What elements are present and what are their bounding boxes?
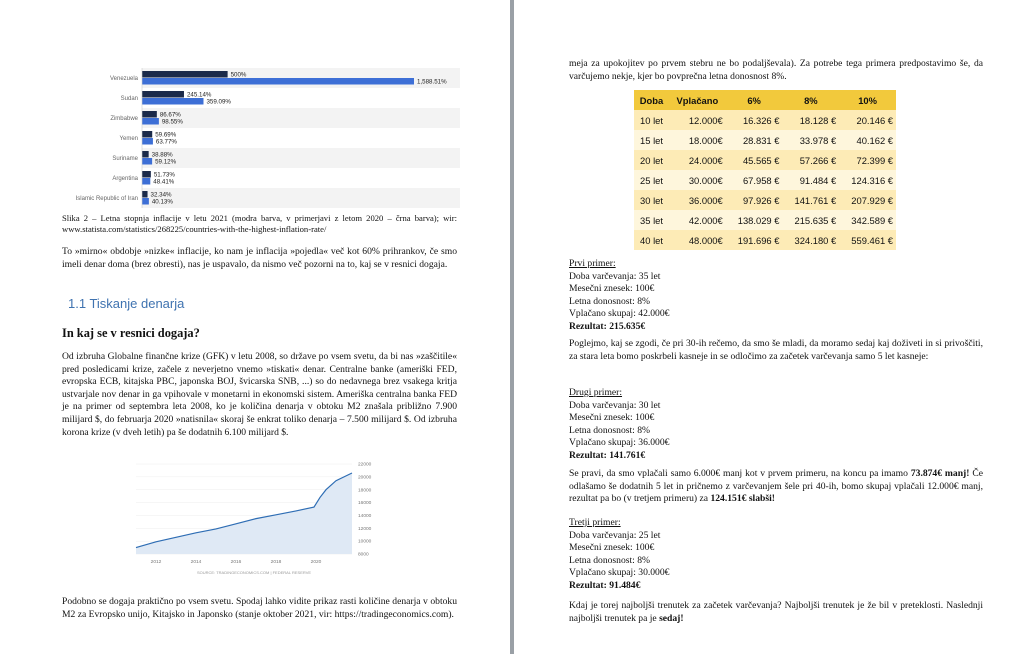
table-cell: 141.761 € <box>782 190 839 210</box>
table-cell: 67.958 € <box>726 170 783 190</box>
example-2-title: Drugi primer: <box>569 387 623 398</box>
bar <box>142 178 150 185</box>
table-cell: 97.926 € <box>726 190 783 210</box>
comparison-highlight-1: 73.874€ manj! <box>910 468 970 479</box>
comparison-text-1: Se pravi, da smo vplačali samo 6.000€ manj kot v prvem primeru, na koncu pa imamo <box>569 468 911 479</box>
table-cell: 36.000€ <box>669 190 726 210</box>
example-3-paid: Vplačano skupaj: 30.000€ <box>569 567 670 579</box>
bar <box>142 98 203 105</box>
y-tick-label: 14000 <box>358 514 372 520</box>
table-cell: 57.266 € <box>782 150 839 170</box>
example-1-duration: Doba varčevanja: 35 let <box>569 270 661 282</box>
bar-value-label: 59.69% <box>155 131 177 139</box>
example-1-result: Rezultat: 215.635€ <box>569 320 646 332</box>
bar-value-label: 359.09% <box>206 98 231 106</box>
table-cell: 207.929 € <box>839 190 896 210</box>
table-cell: 42.000€ <box>669 210 726 230</box>
table-cell: 16.326 € <box>726 110 783 130</box>
bar <box>142 158 152 165</box>
table-cell: 30.000€ <box>669 170 726 190</box>
bar <box>142 171 151 178</box>
example-2-result: Rezultat: 141.761€ <box>569 449 646 461</box>
bar-value-label: 38.88% <box>151 151 173 159</box>
bar <box>142 198 149 205</box>
bar <box>142 118 159 125</box>
bar-value-label: 1,588.51% <box>417 78 447 86</box>
bar-value-label: 59.12% <box>155 158 177 166</box>
y-tick-label: 20000 <box>358 475 372 481</box>
category-label: Zimbabwe <box>110 116 138 122</box>
bar <box>142 131 152 138</box>
table-header: Doba <box>634 90 669 110</box>
subheading: In kaj se v resnici dogaja? <box>62 326 200 340</box>
bar-value-label: 63.77% <box>155 138 177 146</box>
bar <box>142 71 228 78</box>
category-label: Islamic Republic of Iran <box>75 196 138 202</box>
table-cell: 559.461 € <box>839 230 896 250</box>
example-2-duration: Doba varčevanja: 30 let <box>569 399 661 411</box>
figure-caption: Slika 2 – Letna stopnja inflacije v letu 2021 (modra barva, v primerjavi z letom 2020 – črna barva); wir: www.statista.com/statistics/268225/countries-with-the-highest-inflation-rate/ <box>62 213 457 234</box>
table-cell: 25 let <box>634 170 669 190</box>
bar-value-label: 500% <box>230 71 247 79</box>
example-3-yield: Letna donosnost: 8% <box>569 554 651 566</box>
y-tick-label: 12000 <box>358 526 372 532</box>
table-cell: 28.831 € <box>726 130 783 150</box>
y-tick-label: 18000 <box>358 488 372 494</box>
x-tick-label: 2012 <box>150 560 162 565</box>
section-heading: 1.1 Tiskanje denarja <box>68 296 185 311</box>
example-2 <box>569 387 769 463</box>
example-3-result: Rezultat: 91.484€ <box>569 579 641 591</box>
example-2-paid: Vplačano skupaj: 36.000€ <box>569 437 670 449</box>
y-tick-label: 8000 <box>358 552 369 558</box>
table-row <box>634 130 896 150</box>
paragraph-conclusion <box>569 600 983 625</box>
example-1-monthly: Mesečni znesek: 100€ <box>569 283 655 295</box>
chart-row-band <box>142 108 460 128</box>
bar <box>142 91 184 98</box>
table-row <box>634 190 896 210</box>
category-label: Yemen <box>119 136 138 142</box>
example-1 <box>569 258 769 334</box>
bar <box>142 111 157 118</box>
table-row <box>634 210 896 230</box>
table-cell: 40.162 € <box>839 130 896 150</box>
table-row <box>634 110 896 130</box>
document-page-left <box>0 0 510 654</box>
example-3-monthly: Mesečni znesek: 100€ <box>569 542 655 554</box>
example-1-yield: Letna donosnost: 8% <box>569 295 651 307</box>
table-cell: 324.180 € <box>782 230 839 250</box>
x-tick-label: 2014 <box>190 560 202 565</box>
table-cell: 215.635 € <box>782 210 839 230</box>
table-row <box>634 150 896 170</box>
category-label: Sudan <box>120 96 138 102</box>
conclusion-highlight: sedaj! <box>659 612 684 624</box>
bar-value-label: 245.14% <box>186 91 212 99</box>
table-cell: 138.029 € <box>726 210 783 230</box>
bar <box>142 151 149 158</box>
table-cell: 18.000€ <box>669 130 726 150</box>
table-row <box>634 230 896 250</box>
m2-money-supply-chart <box>130 456 388 580</box>
comparison-highlight-2: 124.151€ slabši! <box>710 493 775 505</box>
table-header: Vplačano <box>669 90 726 110</box>
category-label: Suriname <box>112 156 138 162</box>
example-3-title: Tretji primer: <box>569 517 621 528</box>
paragraph-inflation: To »mirno« obdobje »nizke« inflacije, ko nam je inflacija »pojedla« več kot 60% prihrankov, če smo imeli denar doma (brez obresti), nas je uspavalo, da nismo več pozorni na to, kaj se v resnici dogaja. <box>62 246 457 270</box>
table-cell: 20 let <box>634 150 669 170</box>
table-header: 8% <box>782 90 839 110</box>
table-cell: 15 let <box>634 130 669 150</box>
paragraph-money-printing: Od izbruha Globalne finančne krize (GFK) v letu 2008, so države po vsem svetu, da bi nas »zaščitile« pred posledicami krize, začele z neverjetno vnemo »tiskati« denar. Centralne banke (ameriški FED, evropska ECB, kitajska PBC, japonska BOJ, švicarska SNB, ...) so do nedavnega brez vsakega kritja ustvarjale nov denar in ga vpihovale v monetarni in ekonomski sistem. Ameriška centralna banka FED je na primer od septembra leta 2008, ko je količina denarja v obtoku M2 znašala približno 7.900 milijard $, do februarja 2020 »natisnila« skoraj še enkrat toliko denarja – 7.500 milijard $. Od izbruha korona krize (v dveh letih) pa še dodatnih 6.100 milijard $. <box>62 351 457 438</box>
table-cell: 20.146 € <box>839 110 896 130</box>
table-row <box>634 170 896 190</box>
table-cell: 124.316 € <box>839 170 896 190</box>
y-tick-label: 10000 <box>358 539 372 545</box>
table-cell: 342.589 € <box>839 210 896 230</box>
x-tick-label: 2020 <box>310 560 322 565</box>
example-1-paid: Vplačano skupaj: 42.000€ <box>569 308 670 320</box>
bar-value-label: 98.55% <box>161 118 183 126</box>
savings-growth-table <box>634 90 896 250</box>
x-tick-label: 2016 <box>230 560 242 565</box>
table-cell: 12.000€ <box>669 110 726 130</box>
bar <box>142 191 148 198</box>
inflation-bar-chart <box>62 68 460 208</box>
bar <box>142 78 414 85</box>
example-3-duration: Doba varčevanja: 25 let <box>569 529 661 541</box>
paragraph-comparison <box>569 468 983 506</box>
paragraph-assumption: meja za upokojitev po prvem stebru ne bo podaljševala). Za potrebe tega primera predpostavimo še, da varčujemo nekje, kjer bo povprečna letna donosnost 8%. <box>569 58 983 82</box>
table-cell: 45.565 € <box>726 150 783 170</box>
table-cell: 18.128 € <box>782 110 839 130</box>
bar <box>142 138 153 145</box>
category-label: Venezuela <box>109 76 138 82</box>
example-1-title: Prvi primer: <box>569 258 616 269</box>
comparison-text-2: Če odlašamo še dodatnih 5 let in pričnemo z varčevanjem šele pri 40-ih, bomo skupaj vplačali 12.000€ manj, rezultat pa bo (v tretjem primeru) za <box>569 468 983 505</box>
table-cell: 48.000€ <box>669 230 726 250</box>
category-label: Argentina <box>112 176 138 182</box>
table-header: 10% <box>839 90 896 110</box>
y-tick-label: 22000 <box>358 462 372 468</box>
paragraph-delay: Poglejmo, kaj se zgodi, če pri 30-ih rečemo, da smo še mladi, da moramo sedaj kaj doživeti in si privoščiti, za stara leta bomo poskrbeli kasneje in se odločimo za začetek varčevanja samo 5 let kasneje: <box>569 338 983 362</box>
table-header: 6% <box>726 90 783 110</box>
paragraph-m2-intro: Podobno se dogaja praktično po vsem svetu. Spodaj lahko vidite prikaz rasti količine denarja v obtoku M2 za Evropsko unijo, Kitajsko in Japonsko (stanje oktober 2021, vir: https://tradingeconomics.com). <box>62 596 457 620</box>
y-tick-label: 16000 <box>358 501 372 507</box>
table-cell: 10 let <box>634 110 669 130</box>
example-2-yield: Letna donosnost: 8% <box>569 424 651 436</box>
table-cell: 72.399 € <box>839 150 896 170</box>
bar-value-label: 40.13% <box>151 198 173 206</box>
table-cell: 24.000€ <box>669 150 726 170</box>
table-cell: 91.484 € <box>782 170 839 190</box>
bar-value-label: 86.67% <box>159 111 181 119</box>
table-cell: 191.696 € <box>726 230 783 250</box>
x-tick-label: 2018 <box>270 560 282 565</box>
bar-value-label: 51.73% <box>153 171 175 179</box>
chart-row-band <box>142 148 460 168</box>
conclusion-text: Kdaj je torej najboljši trenutek za začetek varčevanja? Najboljši trenutek je že bil v preteklosti. Naslednji najboljši trenutek pa je <box>569 600 983 624</box>
chart-row-band <box>142 188 460 208</box>
table-cell: 33.978 € <box>782 130 839 150</box>
bar-value-label: 48.41% <box>153 178 175 186</box>
bar-value-label: 32.34% <box>150 191 172 199</box>
example-2-monthly: Mesečni znesek: 100€ <box>569 412 655 424</box>
table-cell: 30 let <box>634 190 669 210</box>
table-cell: 40 let <box>634 230 669 250</box>
table-cell: 35 let <box>634 210 669 230</box>
example-3 <box>569 517 769 593</box>
chart-source: SOURCE: TRADINGECONOMICS.COM | FEDERAL RESERVE <box>196 570 312 575</box>
